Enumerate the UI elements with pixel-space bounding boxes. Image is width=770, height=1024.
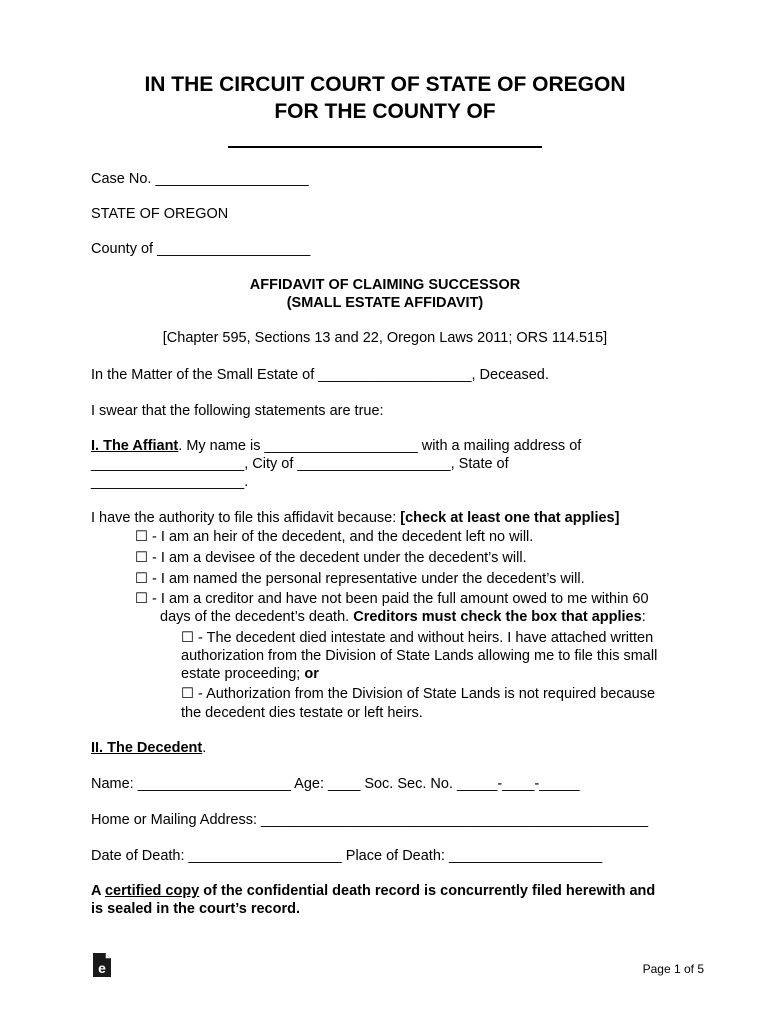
svg-text:e: e [98,960,106,976]
swear-statement: I swear that the following statements are true: [91,403,384,419]
decedent-heading: II. The Decedent. [91,740,207,756]
affiant-line2: ___________________, City of ___________________, State of [91,456,509,472]
court-heading-line1: IN THE CIRCUIT COURT OF STATE OF OREGON [144,73,626,96]
suboption-testate-line2: the decedent dies testate or left heirs. [181,705,423,721]
decedent-address-line: Home or Mailing Address: ________________________________________________ [91,812,649,828]
decedent-name-line: Name: ___________________ Age: ____ Soc. Sec. No. _____-____-_____ [91,776,580,792]
court-heading-line2: FOR THE COUNTY OF [274,100,496,123]
suboption-intestate-line2: authorization from the Division of State Lands allowing me to file this small [181,648,658,664]
document-e-icon [91,952,113,978]
page-number: Page 1 of 5 [642,962,704,976]
authority-intro: I have the authority to file this affidavit because: [check at least one that applies] [91,510,620,526]
suboption-testate-line1: ☐ - Authorization from the Division of State Lands is not required because [181,686,656,702]
case-number-field: Case No. ___________________ [91,171,309,187]
decedent-death-line: Date of Death: ___________________ Place of Death: ___________________ [91,848,603,864]
affiant-heading: I. The Affiant [91,438,179,454]
affidavit-subtitle: (SMALL ESTATE AFFIDAVIT) [286,295,484,311]
county-blank-line [228,146,542,148]
matter-of-estate: In the Matter of the Small Estate of ___________________, Deceased. [91,367,549,383]
option-creditor-line2: days of the decedent’s death. Creditors must check the box that applies: [160,609,646,625]
affiant-line1: I. The Affiant. My name is ___________________ with a mailing address of [91,438,582,454]
affidavit-title: AFFIDAVIT OF CLAIMING SUCCESSOR [249,277,521,293]
option-creditor-line1: ☐ - I am a creditor and have not been paid the full amount owed to me within 60 [135,591,649,607]
certified-copy-link: certified copy [104,883,200,899]
option-heir: ☐ - I am an heir of the decedent, and the decedent left no will. [135,529,534,545]
suboption-intestate-line1: ☐ - The decedent died intestate and without heirs. I have attached written [181,630,654,646]
certified-copy-line2: is sealed in the court’s record. [91,901,300,917]
suboption-intestate-line3: estate proceeding; or [181,666,319,682]
state-label: STATE OF OREGON [91,206,229,222]
certified-copy-line1: A certified copy of the confidential death record is concurrently filed herewith and [91,883,656,899]
option-personal-representative: ☐ - I am named the personal representative under the decedent’s will. [135,571,585,587]
affiant-line3: ___________________. [91,474,249,490]
option-devisee: ☐ - I am a devisee of the decedent under the decedent’s will. [135,550,527,566]
county-field: County of ___________________ [91,241,311,257]
statute-citation: [Chapter 595, Sections 13 and 22, Oregon Laws 2011; ORS 114.515] [162,330,608,346]
